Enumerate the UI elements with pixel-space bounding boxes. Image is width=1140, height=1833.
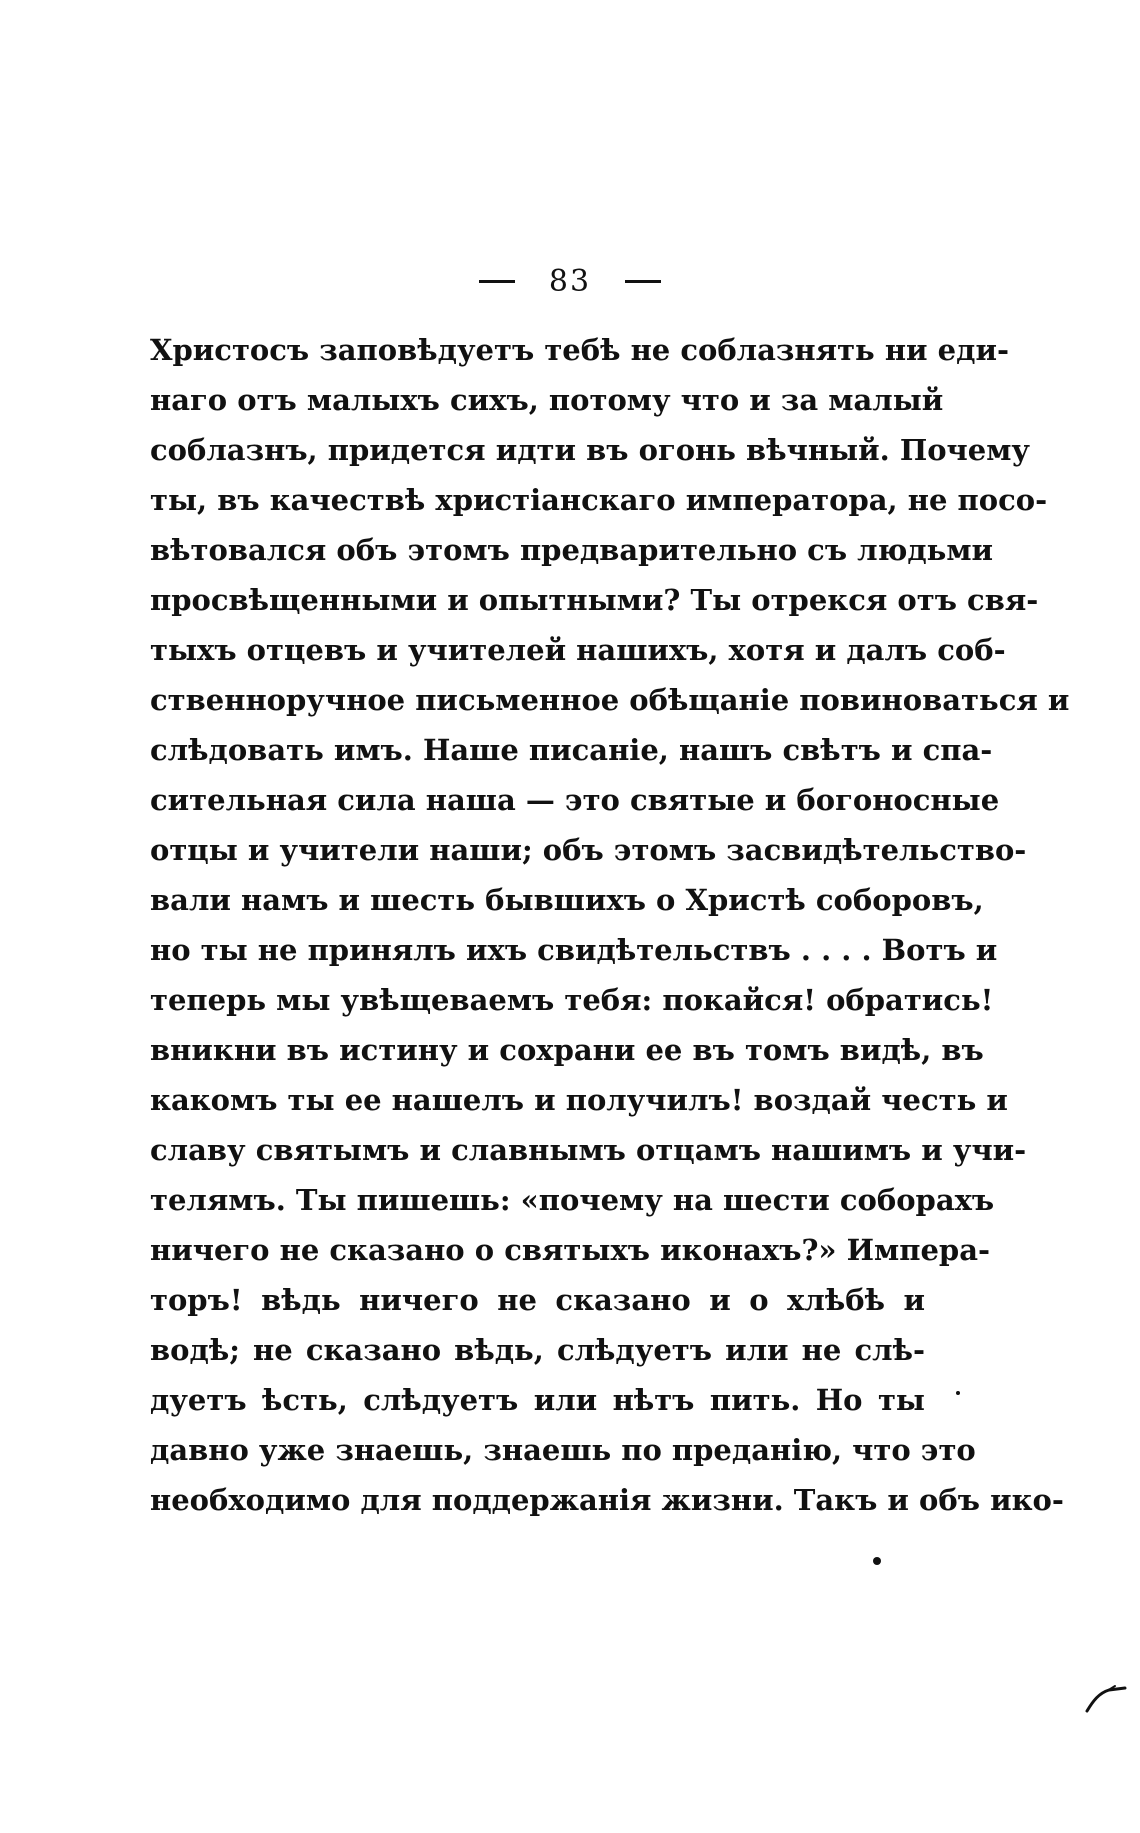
header-dash-right — [625, 280, 661, 283]
text-line: ты, въ качествѣ христіанскаго императора, не посо- — [150, 483, 1048, 517]
margin-pen-mark — [1085, 1683, 1127, 1713]
text-line: сительная сила наша — это святые и богоносные — [150, 783, 1000, 817]
text-line: дуетъ ѣсть, слѣдуетъ или нѣтъ пить. Но ты — [150, 1383, 925, 1417]
text-line: вали намъ и шесть бывшихъ о Христѣ соборовъ, — [150, 883, 984, 917]
text-line: Христосъ заповѣдуетъ тебѣ не соблазнять ни еди- — [150, 333, 1009, 367]
text-line: соблазнъ, придется идти въ огонь вѣчный. Почему — [150, 433, 1030, 467]
text-line: отцы и учители наши; объ этомъ засвидѣтельство- — [150, 833, 1027, 867]
text-line: вѣтовался объ этомъ предварительно съ людьми — [150, 533, 994, 567]
ink-speck — [956, 1391, 960, 1395]
text-line: просвѣщенными и опытными? Ты отрекся отъ свя- — [150, 583, 1039, 617]
text-line: торъ! вѣдь ничего не сказано и о хлѣбѣ и — [150, 1283, 925, 1317]
text-line: необходимо для поддержанія жизни. Такъ и объ ико- — [150, 1483, 1064, 1517]
text-line: но ты не принялъ ихъ свидѣтельствъ . . . . Вотъ и — [150, 933, 998, 967]
ink-speck — [873, 1557, 881, 1565]
text-line: давно уже знаешь, знаешь по преданію, что это — [150, 1433, 976, 1467]
text-line: слѣдовать имъ. Наше писаніе, нашъ свѣтъ и спа- — [150, 733, 993, 767]
page-body-text — [150, 325, 1070, 1525]
text-line: ственноручное письменное обѣщаніе повиноваться и — [150, 683, 1070, 717]
text-line: телямъ. Ты пишешь: «почему на шести соборахъ — [150, 1183, 995, 1217]
text-line: какомъ ты ее нашелъ и получилъ! воздай честь и — [150, 1083, 1008, 1117]
page-header — [0, 262, 1140, 299]
text-line: тыхъ отцевъ и учителей нашихъ, хотя и далъ соб- — [150, 633, 1006, 667]
text-line: наго отъ малыхъ сихъ, потому что и за малый — [150, 383, 944, 417]
text-line: славу святымъ и славнымъ отцамъ нашимъ и учи- — [150, 1133, 1027, 1167]
header-dash-left — [479, 280, 515, 283]
text-line: водѣ; не сказано вѣдь, слѣдуетъ или не слѣ- — [150, 1333, 925, 1367]
text-line: вникни въ истину и сохрани ее въ томъ видѣ, въ — [150, 1033, 984, 1067]
text-line: ничего не сказано о святыхъ иконахъ?» Импера- — [150, 1233, 991, 1267]
text-line: теперь мы увѣщеваемъ тебя: покайся! обратись! — [150, 983, 994, 1017]
page-number: 83 — [548, 263, 592, 299]
